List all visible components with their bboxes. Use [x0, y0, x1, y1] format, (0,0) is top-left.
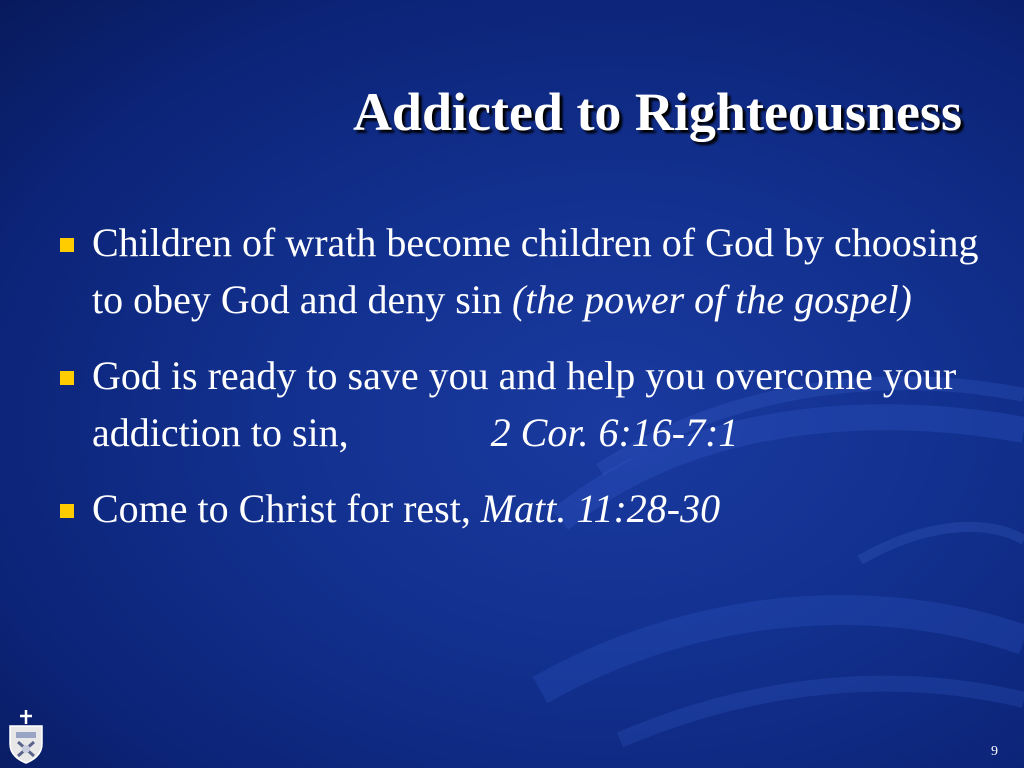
page-number: 9 [991, 744, 998, 759]
slide-title: Addicted to Righteousness [352, 82, 962, 142]
bullet-list [56, 214, 986, 556]
square-bullet-icon [60, 504, 74, 518]
square-bullet-icon [60, 238, 74, 252]
bullet-citation: Matt. 11:28-30 [480, 486, 721, 531]
bullet-item-2 [56, 347, 986, 461]
church-emblem-icon [4, 708, 48, 764]
bullet-citation: 2 Cor. 6:16-7:1 [490, 410, 739, 455]
bullet-text: Children of wrath become children of God by choosing to obey God and deny sin [92, 220, 979, 322]
bullet-citation: (the power of the gospel) [511, 277, 912, 322]
square-bullet-icon [60, 371, 74, 385]
bullet-text: Come to Christ for rest, [92, 486, 481, 531]
bullet-item-1 [56, 214, 986, 328]
bullet-text: God is ready to save you and help you overcome your addiction to sin, [92, 353, 957, 455]
bullet-item-3 [56, 480, 986, 537]
